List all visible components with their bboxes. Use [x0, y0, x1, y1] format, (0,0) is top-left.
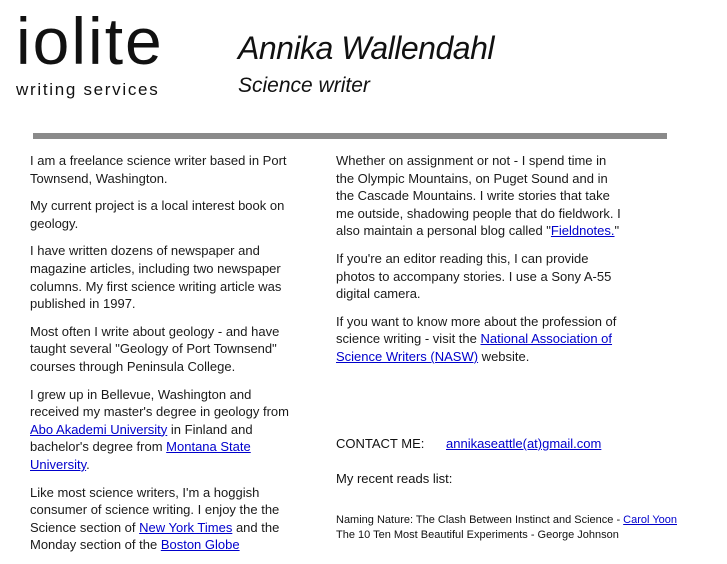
- outdoors-text-1: Whether on assignment or not - I spend time in the Olympic Mountains, on Puget Sound and in the Cascade Mountains. I write stories that take me outside, shadowing people that do fieldwork. I also maintain a personal blog called ": [336, 153, 621, 239]
- book-1-title: Naming Nature: The Clash Between Instinct and Science -: [336, 514, 624, 526]
- contact-row: [336, 436, 601, 451]
- nasw-text-1: If you want to know more about the profession of science writing - visit the: [336, 313, 617, 347]
- logo-wordmark: iolite: [16, 4, 164, 78]
- contact-label: CONTACT ME:: [336, 436, 425, 451]
- reading-text-3: Monday section of the: [30, 537, 161, 553]
- montana-state-link[interactable]: Montana State University: [30, 439, 251, 472]
- intro-paragraph: I am a freelance science writer based in Port Townsend, Washington.: [30, 153, 287, 186]
- left-column: [30, 152, 292, 564]
- articles-paragraph: I have written dozens of newspaper and magazine articles, including two newspaper columns. My first science writing article was published in 1997.: [30, 243, 282, 312]
- page-subtitle: Science writer: [238, 74, 370, 97]
- current-project-paragraph: My current project is a local interest book on geology.: [30, 198, 285, 231]
- logo-tagline: writing services: [16, 80, 160, 99]
- contact-email-link[interactable]: annikaseattle(at)gmail.com: [446, 436, 602, 451]
- fieldnotes-link[interactable]: Fieldnotes.: [550, 223, 615, 239]
- list-item: The 10 Ten Most Beautiful Experiments - George Johnson: [336, 529, 619, 541]
- reading-paragraph: [30, 484, 292, 554]
- boston-globe-link[interactable]: Boston Globe: [160, 537, 240, 553]
- recent-reads-list: [336, 513, 716, 543]
- nasw-text-2: website.: [478, 348, 530, 364]
- reading-text-1: Like most science writers, I'm a hoggish consumer of science writing. I enjoy the the Science section of: [30, 484, 280, 535]
- list-item: [336, 513, 716, 528]
- iolite-logo: [16, 4, 188, 103]
- outdoors-text-2: ": [614, 223, 620, 239]
- nasw-link[interactable]: National Association of Science Writers (NASW): [336, 331, 613, 364]
- education-paragraph: [30, 386, 292, 474]
- recent-reads-label: My recent reads list:: [336, 471, 453, 486]
- nasw-paragraph: [336, 313, 626, 366]
- right-column: [336, 152, 626, 376]
- geology-paragraph: Most often I write about geology - and have taught several "Geology of Port Townsend" courses through Peninsula College.: [30, 323, 280, 374]
- education-text-3: .: [86, 456, 90, 472]
- education-text-1: I grew up in Bellevue, Washington and received my master's degree in geology from: [30, 386, 289, 420]
- carol-yoon-link[interactable]: Carol Yoon: [623, 514, 677, 526]
- abo-akademi-link[interactable]: Abo Akademi University: [30, 421, 168, 437]
- outdoors-paragraph: [336, 152, 626, 240]
- photos-paragraph: If you're an editor reading this, I can provide photos to accompany stories. I use a Sony A-55 digital camera.: [336, 250, 612, 302]
- page-title: Annika Wallendahl: [238, 30, 494, 66]
- nytimes-link[interactable]: New York Times: [139, 519, 233, 535]
- reading-text-2: and the: [232, 519, 280, 535]
- header-divider: [33, 133, 667, 139]
- education-text-2: in Finland and bachelor's degree from: [30, 421, 253, 455]
